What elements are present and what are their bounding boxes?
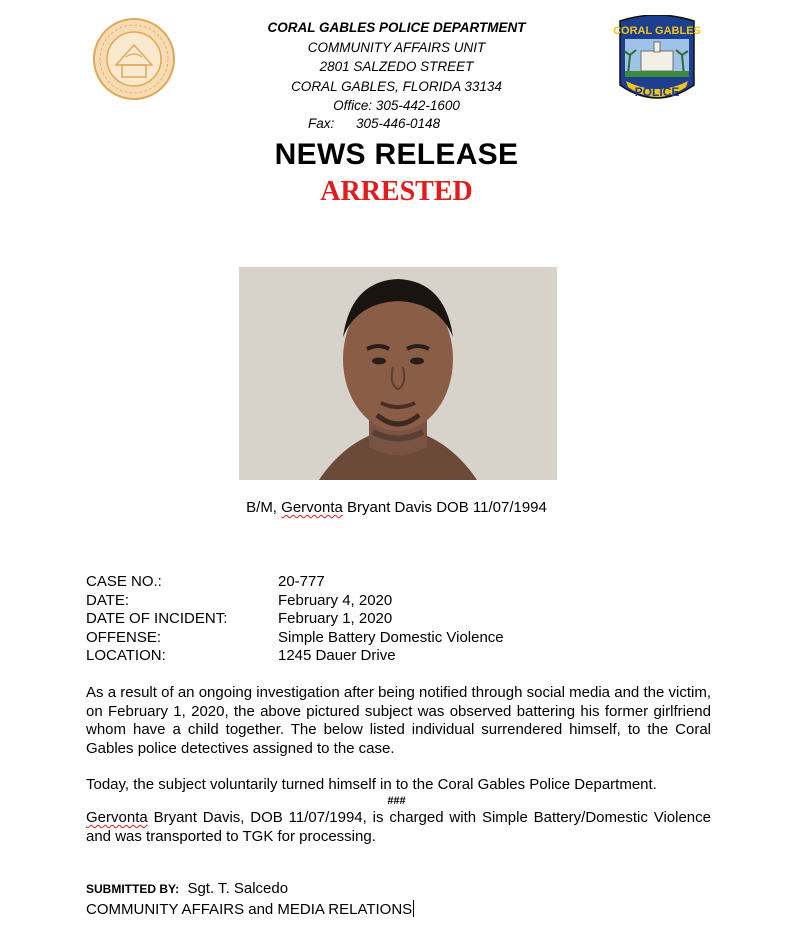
caption-rest: Bryant Davis DOB 11/07/1994 <box>342 499 547 516</box>
fact-label: OFFENSE: <box>86 628 162 646</box>
case-facts <box>86 573 504 666</box>
arrested-status: ARRESTED <box>320 176 473 207</box>
caption-prefix: B/M, <box>246 499 282 516</box>
fax-line <box>308 116 440 131</box>
submitted-name: Sgt. T. Salcedo <box>187 880 289 897</box>
submitted-label: SUBMITTED BY: <box>86 882 180 896</box>
badge-top-text: CORAL GABLES <box>613 25 701 37</box>
charge-paragraph <box>86 809 711 846</box>
fact-value: February 4, 2020 <box>278 591 393 609</box>
department-name: CORAL GABLES POLICE DEPARTMENT <box>267 20 526 35</box>
text-cursor <box>413 900 414 917</box>
fact-label: DATE OF INCIDENT: <box>86 610 228 627</box>
letterhead <box>0 18 793 116</box>
fax-number: 305-446-0148 <box>356 116 441 131</box>
surrender-paragraph: Today, the subject voluntarily turned himself in to the Coral Gables Police Department. <box>86 776 657 793</box>
fact-row-incident-date <box>86 610 504 629</box>
fact-value: 1245 Dauer Drive <box>278 647 396 664</box>
fact-value: 20-777 <box>278 573 325 590</box>
office-phone: Office: 305-442-1600 <box>333 98 460 113</box>
city-address: CORAL GABLES, FLORIDA 33134 <box>291 78 502 94</box>
unit-name: COMMUNITY AFFAIRS UNIT <box>307 39 486 55</box>
street-address: 2801 SALZEDO STREET <box>319 59 474 74</box>
submitted-unit[interactable] <box>86 900 414 918</box>
badge-bottom-text: POLICE <box>634 85 680 99</box>
fact-label: DATE: <box>86 591 130 609</box>
news-release-title: NEWS RELEASE <box>274 138 519 171</box>
fact-row-offense <box>86 629 504 648</box>
fact-row-case-no <box>86 573 504 592</box>
fax-label: Fax: <box>308 116 335 131</box>
fact-value: February 1, 2020 <box>278 610 393 627</box>
submitted-by <box>86 880 288 897</box>
caption-first-name: Gervonta <box>281 499 343 516</box>
fact-value: Simple Battery Domestic Violence <box>278 628 504 646</box>
submitted-unit-text: COMMUNITY AFFAIRS and MEDIA RELATIONS <box>86 901 413 918</box>
narrative-paragraph: As a result of an ongoing investigation after being notified through social media and the victim, on February 1, 2020, the above pictured subject was observed battering his former girlfriend whom have a child together. The below listed individual surrendered himself, to the Coral Gables police detectives assigned to the case. <box>86 684 711 757</box>
subject-photo <box>239 267 557 480</box>
fact-label: LOCATION: <box>86 647 166 664</box>
charge-rest: Bryant Davis, DOB 11/07/1994, is charged with Simple Battery/Domestic Violence and was transported to TGK for processing. <box>86 809 711 845</box>
fact-row-date <box>86 592 504 611</box>
fact-label: CASE NO.: <box>86 573 162 590</box>
separator: ### <box>387 795 406 807</box>
fact-row-location <box>86 647 504 666</box>
charge-first-name: Gervonta <box>86 809 148 826</box>
subject-caption <box>0 499 793 516</box>
